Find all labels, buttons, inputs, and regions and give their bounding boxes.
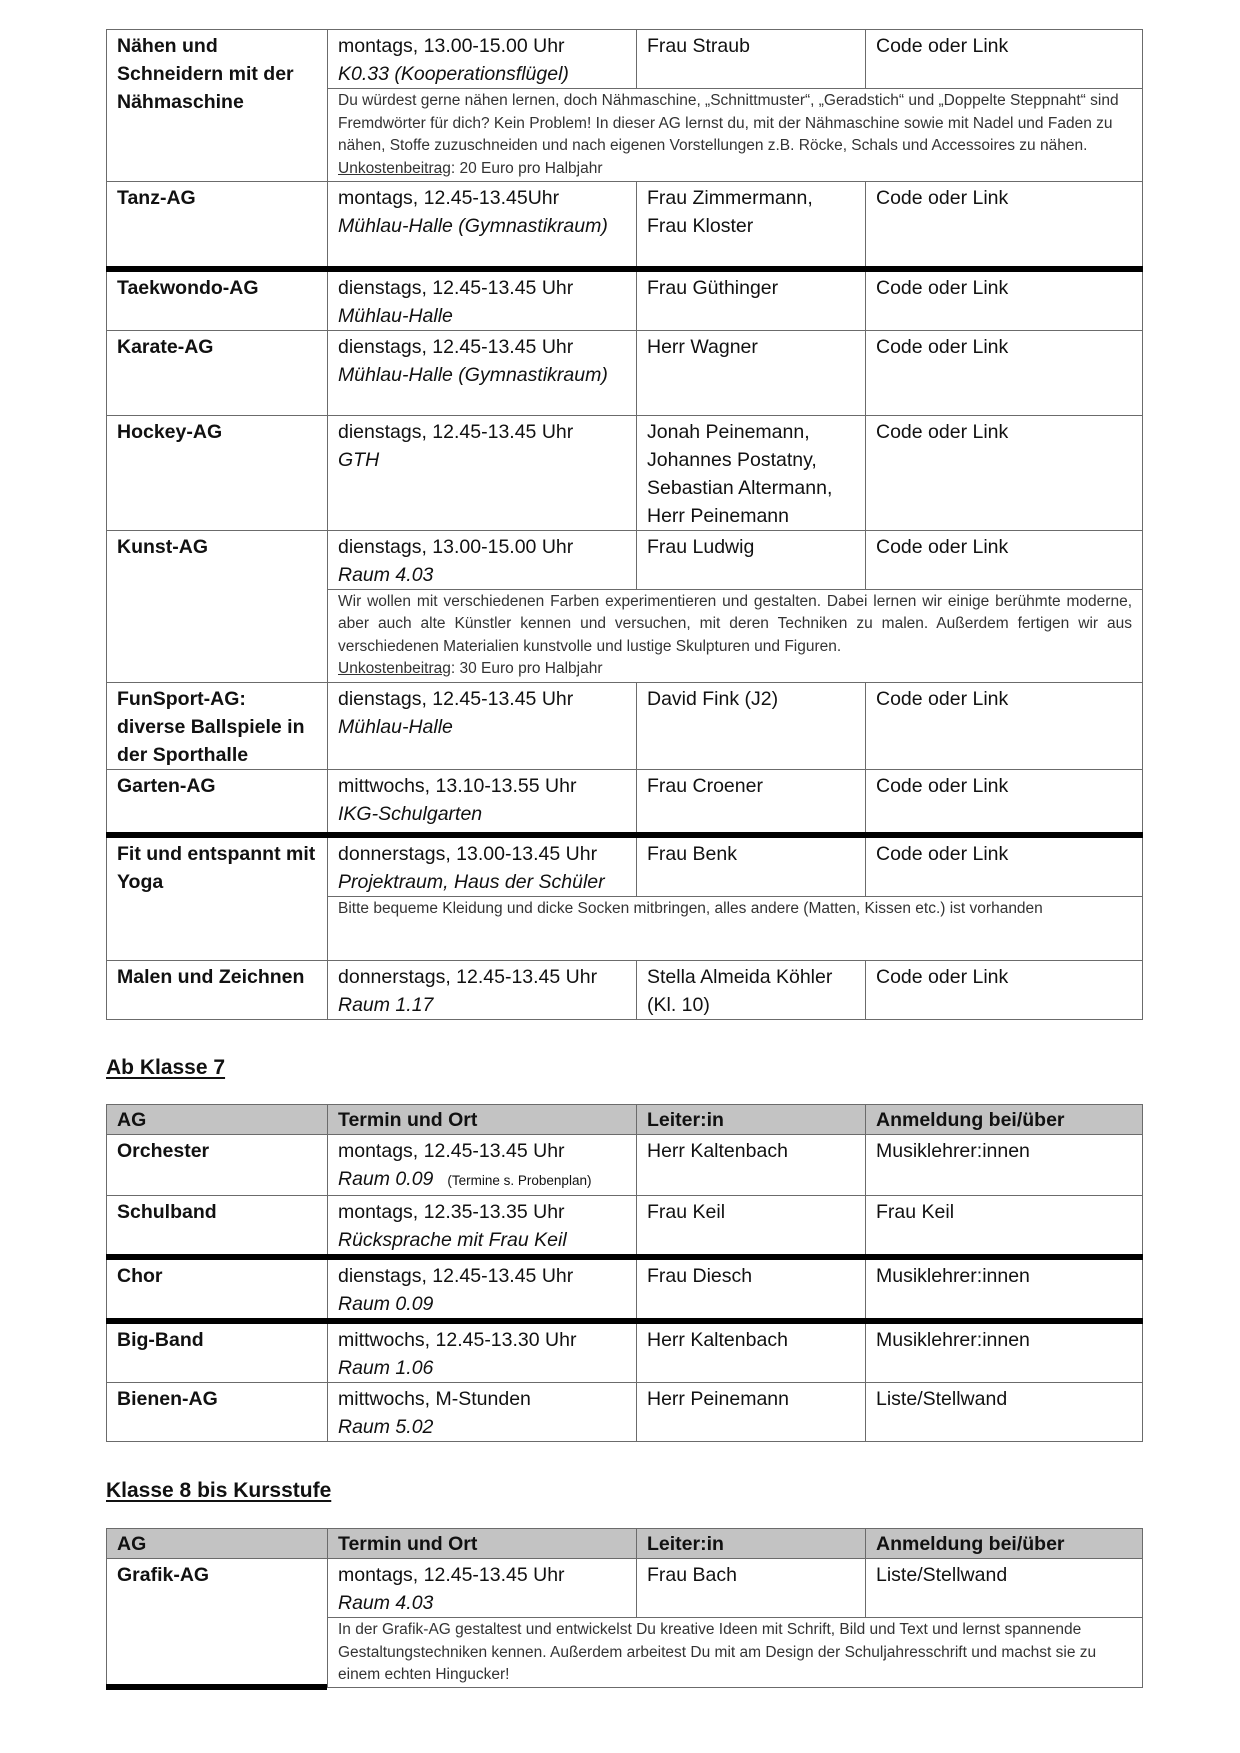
ag-table-klasse-8: [106, 1528, 1142, 1688]
ag-leader: Jonah Peinemann, Johannes Postatny, Sebastian Altermann, Herr Peinemann: [637, 415, 866, 530]
ag-name: Taekwondo-AG: [107, 269, 328, 331]
fee-label: Unkostenbeitrag: [338, 660, 451, 677]
ag-name: Big-Band: [107, 1321, 328, 1383]
ag-time: mittwochs, 12.45-13.30 Uhr: [338, 1329, 577, 1351]
ag-schedule: [328, 1196, 637, 1258]
ag-registration[interactable]: Code oder Link: [866, 769, 1143, 835]
ag-schedule: [328, 1321, 637, 1383]
ag-schedule: [328, 682, 637, 769]
table-row: [107, 769, 1143, 835]
ag-location: IKG-Schulgarten: [338, 802, 483, 825]
ag-description: In der Grafik-AG gestaltest und entwickelst Du kreative Ideen mit Schrift, Bild und Text und lernst spannende Gestaltungstechniken kennen. Außerdem arbeitest Du mit am Design der Schuljahresschrift und machst sie zu einem echten Hingucker!: [328, 1618, 1143, 1688]
fee-value: : 20 Euro pro Halbjahr: [450, 159, 603, 177]
column-header-ag: AG: [107, 1529, 328, 1559]
description-text: Wir wollen mit verschiedenen Farben experimentieren und gestalten. Dabei lernen wir einige berühmte moderne, aber auch alte Künstler kennen und versuchen, mit deren Techniken zu malen. Außerdem fertigen wir aus verschiedenen Materialien kunstvolle und lustige Skulpturen und Figuren.: [338, 592, 1132, 655]
ag-schedule: [328, 1257, 637, 1321]
ag-schedule: [328, 1559, 637, 1618]
column-header-anmeldung: Anmeldung bei/über: [866, 1105, 1143, 1135]
ag-leader: Frau Bach: [637, 1559, 866, 1618]
ag-time: dienstags, 13.00-15.00 Uhr: [338, 535, 574, 558]
ag-registration[interactable]: Code oder Link: [866, 330, 1143, 415]
ag-registration[interactable]: Code oder Link: [866, 415, 1143, 530]
ag-leader: Herr Wagner: [637, 330, 866, 415]
fee-value: : 30 Euro pro Halbjahr: [450, 660, 603, 677]
ag-name: Karate-AG: [107, 330, 328, 415]
ag-location: Mühlau-Halle: [338, 715, 453, 738]
ag-name: Orchester: [107, 1135, 328, 1196]
ag-schedule: [328, 530, 637, 589]
table-row: [107, 415, 1143, 530]
ag-name: Malen und Zeichnen: [107, 961, 328, 1020]
ag-location: Raum 1.17: [338, 994, 434, 1016]
ag-name: Kunst-AG: [107, 530, 328, 682]
ag-registration: Musiklehrer:innen: [866, 1257, 1143, 1321]
ag-time: montags, 12.35-13.35 Uhr: [338, 1201, 565, 1223]
ag-note: (Termine s. Probenplan): [447, 1173, 592, 1188]
ag-registration: Liste/Stellwand: [866, 1383, 1143, 1442]
ag-name: Tanz-AG: [107, 182, 328, 269]
ag-time: dienstags, 12.45-13.45 Uhr: [338, 1265, 574, 1287]
ag-schedule: [328, 835, 637, 897]
ag-name: FunSport-AG: diverse Ballspiele in der Sporthalle: [107, 682, 328, 769]
ag-leader: Frau Straub: [637, 30, 866, 89]
ag-registration: Musiklehrer:innen: [866, 1135, 1143, 1196]
table-row: [107, 182, 1143, 269]
ag-schedule: [328, 415, 637, 530]
ag-registration[interactable]: Code oder Link: [866, 182, 1143, 269]
ag-time: dienstags, 12.45-13.45 Uhr: [338, 687, 574, 710]
ag-schedule: [328, 330, 637, 415]
ag-leader: Frau Güthinger: [637, 269, 866, 331]
ag-leader: Herr Kaltenbach: [637, 1135, 866, 1196]
ag-schedule: [328, 1383, 637, 1442]
ag-location: Mühlau-Halle: [338, 304, 453, 327]
ag-time: mittwochs, M-Stunden: [338, 1388, 531, 1410]
table-row: [107, 961, 1143, 1020]
ag-time: montags, 12.45-13.45 Uhr: [338, 1140, 565, 1162]
ag-schedule: [328, 182, 637, 269]
ag-leader: Herr Kaltenbach: [637, 1321, 866, 1383]
thick-rule: [106, 1684, 327, 1690]
table-row: [107, 30, 1143, 89]
ag-table-main: [106, 29, 1142, 1020]
ag-schedule: [328, 961, 637, 1020]
table-row: [107, 835, 1143, 897]
section-heading-klasse-8-bis-kursstufe: Klasse 8 bis Kursstufe: [106, 1479, 332, 1502]
ag-time: dienstags, 12.45-13.45 Uhr: [338, 276, 574, 299]
fee-label: Unkostenbeitrag: [338, 159, 451, 177]
ag-registration[interactable]: Code oder Link: [866, 269, 1143, 331]
ag-location: Projektraum, Haus der Schüler: [338, 871, 605, 893]
ag-location: Mühlau-Halle (Gymnastikraum): [338, 215, 608, 237]
ag-description: Bitte bequeme Kleidung und dicke Socken mitbringen, alles andere (Matten, Kissen etc.) ist vorhanden: [328, 897, 1143, 961]
ag-leader: David Fink (J2): [637, 682, 866, 769]
table-row: [107, 1383, 1143, 1442]
table-row: [107, 1257, 1143, 1321]
ag-leader: Frau Benk: [637, 835, 866, 897]
ag-table-klasse-7: [106, 1104, 1142, 1442]
ag-name: Garten-AG: [107, 769, 328, 835]
ag-location: Raum 1.06: [338, 1357, 434, 1379]
ag-registration: Frau Keil: [866, 1196, 1143, 1258]
ag-location: Raum 5.02: [338, 1416, 434, 1438]
table-row: [107, 682, 1143, 769]
ag-time: montags, 12.45-13.45 Uhr: [338, 1564, 565, 1586]
column-header-termin: Termin und Ort: [328, 1529, 637, 1559]
ag-time: montags, 13.00-15.00 Uhr: [338, 35, 565, 57]
ag-leader: Frau Croener: [637, 769, 866, 835]
ag-time: mittwochs, 13.10-13.55 Uhr: [338, 774, 577, 797]
table-row: [107, 1196, 1143, 1258]
ag-location: GTH: [338, 448, 380, 471]
ag-name: Grafik-AG: [107, 1559, 328, 1688]
table-row: [107, 530, 1143, 589]
ag-leader: Frau Ludwig: [637, 530, 866, 589]
ag-registration[interactable]: Code oder Link: [866, 961, 1143, 1020]
ag-registration[interactable]: Code oder Link: [866, 835, 1143, 897]
ag-time: dienstags, 12.45-13.45 Uhr: [338, 420, 574, 443]
ag-time: dienstags, 12.45-13.45 Uhr: [338, 335, 574, 358]
ag-time: donnerstags, 13.00-13.45 Uhr: [338, 843, 598, 865]
ag-leader: Herr Peinemann: [637, 1383, 866, 1442]
ag-name: Hockey-AG: [107, 415, 328, 530]
ag-registration[interactable]: Code oder Link: [866, 682, 1143, 769]
ag-name: Chor: [107, 1257, 328, 1321]
ag-name: Schulband: [107, 1196, 328, 1258]
ag-leader: Stella Almeida Köhler (Kl. 10): [637, 961, 866, 1020]
column-header-leiter: Leiter:in: [637, 1529, 866, 1559]
table-row: [107, 1135, 1143, 1196]
ag-location: Raum 4.03: [338, 1592, 434, 1614]
description-text: Du würdest gerne nähen lernen, doch Nähmaschine, „Schnittmuster“, „Geradstich“ und „Doppelte Steppnaht“ sind Fremdwörter für dich? Kein Problem! In dieser AG lernst du, mit der Nähmaschine sowie mit Nadel und Faden zu nähen, Stoffe zuzuschneiden und nach eigenen Vorstellungen z.B. Röcke, Schals und Accessoires zu nähen.: [338, 92, 1119, 154]
ag-schedule: [328, 1135, 637, 1196]
ag-location: Raum 0.09: [338, 1168, 434, 1190]
ag-name: Nähen und Schneidern mit der Nähmaschine: [107, 30, 328, 182]
ag-location: K0.33 (Kooperationsflügel): [338, 63, 569, 85]
ag-schedule: [328, 30, 637, 89]
column-header-anmeldung: Anmeldung bei/über: [866, 1529, 1143, 1559]
ag-schedule: [328, 269, 637, 331]
ag-leader: Frau Diesch: [637, 1257, 866, 1321]
table-header-row: [107, 1105, 1143, 1135]
column-header-termin: Termin und Ort: [328, 1105, 637, 1135]
table-row: [107, 330, 1143, 415]
ag-time: montags, 12.45-13.45Uhr: [338, 187, 560, 209]
table-header-row: [107, 1529, 1143, 1559]
section-heading-ab-klasse-7: Ab Klasse 7: [106, 1056, 226, 1079]
ag-location: Rücksprache mit Frau Keil: [338, 1229, 567, 1251]
table-row: [107, 1321, 1143, 1383]
ag-registration[interactable]: Code oder Link: [866, 30, 1143, 89]
ag-location: Mühlau-Halle (Gymnastikraum): [338, 363, 608, 386]
ag-name: Fit und entspannt mit Yoga: [107, 835, 328, 961]
ag-leader: Frau Keil: [637, 1196, 866, 1258]
ag-registration: Liste/Stellwand: [866, 1559, 1143, 1618]
ag-location: Raum 0.09: [338, 1293, 434, 1315]
ag-registration[interactable]: Code oder Link: [866, 530, 1143, 589]
ag-description: [328, 89, 1143, 182]
table-row: [107, 1559, 1143, 1618]
ag-time: donnerstags, 12.45-13.45 Uhr: [338, 966, 598, 988]
ag-location: Raum 4.03: [338, 563, 434, 586]
ag-registration: Musiklehrer:innen: [866, 1321, 1143, 1383]
column-header-leiter: Leiter:in: [637, 1105, 866, 1135]
column-header-ag: AG: [107, 1105, 328, 1135]
ag-schedule: [328, 769, 637, 835]
ag-name: Bienen-AG: [107, 1383, 328, 1442]
ag-leader: Frau Zimmermann, Frau Kloster: [637, 182, 866, 269]
ag-description: [328, 589, 1143, 682]
table-row: [107, 269, 1143, 331]
